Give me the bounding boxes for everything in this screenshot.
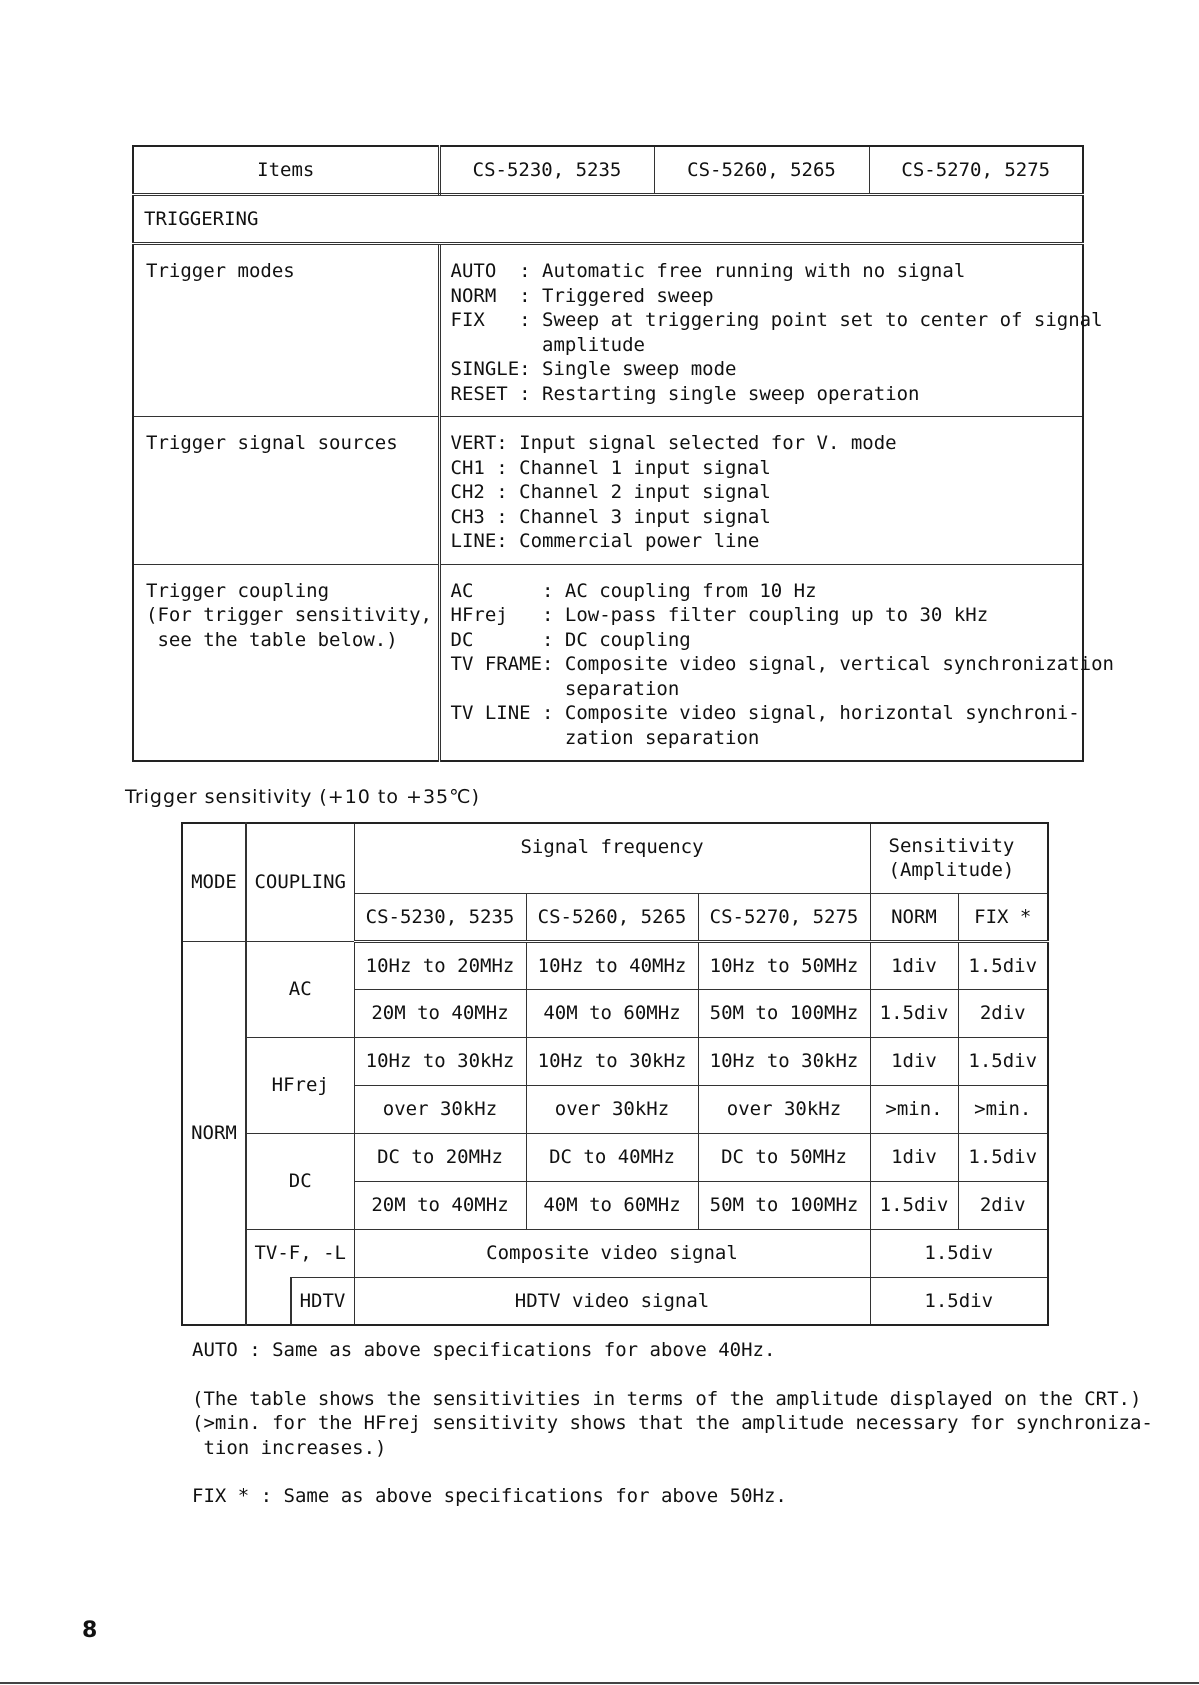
section-title: TRIGGERING [133, 195, 1083, 244]
freq-cell: 10Hz to 30kHz [698, 1037, 870, 1085]
header-model-5270: CS-5270, 5275 [698, 893, 870, 941]
header-norm: NORM [870, 893, 958, 941]
table-row [182, 1229, 1048, 1277]
header-model-5230: CS-5230, 5235 [439, 146, 654, 195]
table-row [182, 1277, 1048, 1325]
coupling-cell: DC [246, 1133, 354, 1229]
item-value: VERT: Input signal selected for V. mode CH1 : Channel 1 input signal CH2 : Channel 2 input signal CH3 : Channel 3 input signal LINE: Commercial power line [450, 432, 897, 552]
spec-row-trigger-modes [133, 244, 1083, 417]
note-table: (The table shows the sensitivities in terms of the amplitude displayed on the CRT.) (>min. for the HFrej sensitivity shows that the amplitude necessary for synchroniza- tion increases.) [192, 1387, 1153, 1459]
coupling-cell: TV-F, -L [246, 1229, 354, 1277]
spec-row-trigger-coupling [133, 564, 1083, 761]
freq-cell: 10Hz to 30kHz [354, 1037, 526, 1085]
norm-cell: >min. [870, 1085, 958, 1133]
header-model-5230: CS-5230, 5235 [354, 893, 526, 941]
freq-cell: 20M to 40MHz [354, 1181, 526, 1229]
note-fix: FIX * : Same as above specifications for above 50Hz. [192, 1485, 787, 1507]
coupling-cell: AC [246, 941, 354, 1037]
note-auto: AUTO : Same as above specifications for above 40Hz. [192, 1339, 776, 1361]
freq-cell: DC to 20MHz [354, 1133, 526, 1181]
sens-header-row-1 [182, 823, 1048, 893]
freq-cell: 40M to 60MHz [526, 1181, 698, 1229]
norm-cell: 1.5div [870, 989, 958, 1037]
freq-cell: 50M to 100MHz [698, 1181, 870, 1229]
norm-cell: 1div [870, 1037, 958, 1085]
item-label: Trigger signal sources [146, 432, 398, 454]
sensitivity-table [181, 822, 1049, 1326]
freq-cell: 10Hz to 50MHz [698, 941, 870, 989]
sensitivity-cell: 1.5div [870, 1277, 1048, 1325]
fix-cell: 2div [958, 989, 1048, 1037]
coupling-cell: HDTV [290, 1277, 354, 1324]
spec-row-trigger-sources [133, 417, 1083, 565]
header-coupling: COUPLING [246, 823, 354, 941]
fix-cell: 1.5div [958, 1037, 1048, 1085]
header-mode: MODE [182, 823, 246, 941]
divider [0, 1682, 1199, 1684]
item-label: Trigger coupling (For trigger sensitivity, see the table below.) [146, 579, 432, 651]
section-row [133, 195, 1083, 244]
freq-cell: DC to 50MHz [698, 1133, 870, 1181]
freq-cell: 10Hz to 30kHz [526, 1037, 698, 1085]
fix-cell: 1.5div [958, 941, 1048, 989]
freq-cell: over 30kHz [526, 1085, 698, 1133]
signal-cell: HDTV video signal [354, 1277, 870, 1325]
header-signal-frequency: Signal frequency [354, 823, 870, 893]
norm-cell: 1div [870, 1133, 958, 1181]
item-value: AUTO : Automatic free running with no signal NORM : Triggered sweep FIX : Sweep at triggering point set to center of signal amplitude SINGLE: Single sweep mode RESET : Restarting single sweep operation [450, 260, 1103, 405]
table-row [182, 1037, 1048, 1085]
header-sensitivity: Sensitivity (Amplitude) [888, 834, 1015, 882]
freq-cell: over 30kHz [354, 1085, 526, 1133]
mode-cell: NORM [182, 941, 246, 1325]
notes [192, 1338, 1153, 1509]
sensitivity-cell: 1.5div [870, 1229, 1048, 1277]
norm-cell: 1.5div [870, 1181, 958, 1229]
header-model-5260: CS-5260, 5265 [526, 893, 698, 941]
item-label: Trigger modes [146, 260, 295, 282]
freq-cell: 10Hz to 20MHz [354, 941, 526, 989]
fix-cell: >min. [958, 1085, 1048, 1133]
freq-cell: over 30kHz [698, 1085, 870, 1133]
table-row [182, 1133, 1048, 1181]
coupling-cell: HFrej [246, 1037, 354, 1133]
norm-cell: 1div [870, 941, 958, 989]
signal-cell: Composite video signal [354, 1229, 870, 1277]
table-row [182, 941, 1048, 989]
header-fix: FIX * [958, 893, 1048, 941]
header-items: Items [133, 146, 439, 195]
freq-cell: 10Hz to 40MHz [526, 941, 698, 989]
item-value: AC : AC coupling from 10 Hz HFrej : Low-pass filter coupling up to 30 kHz DC : DC coupling TV FRAME: Composite video signal, vertical synchronization separation TV LINE : Composite video signal, horizontal synchroni- zation separation [450, 579, 1114, 749]
header-model-5270: CS-5270, 5275 [869, 146, 1083, 195]
freq-cell: 50M to 100MHz [698, 989, 870, 1037]
freq-cell: DC to 40MHz [526, 1133, 698, 1181]
spec-header-row [133, 146, 1083, 195]
fix-cell: 2div [958, 1181, 1048, 1229]
sensitivity-title: Trigger sensitivity (+10 to +35℃) [125, 786, 480, 808]
fix-cell: 1.5div [958, 1133, 1048, 1181]
page-number: 8 [82, 1618, 98, 1643]
freq-cell: 20M to 40MHz [354, 989, 526, 1037]
spec-table [132, 145, 1114, 762]
freq-cell: 40M to 60MHz [526, 989, 698, 1037]
header-model-5260: CS-5260, 5265 [654, 146, 869, 195]
